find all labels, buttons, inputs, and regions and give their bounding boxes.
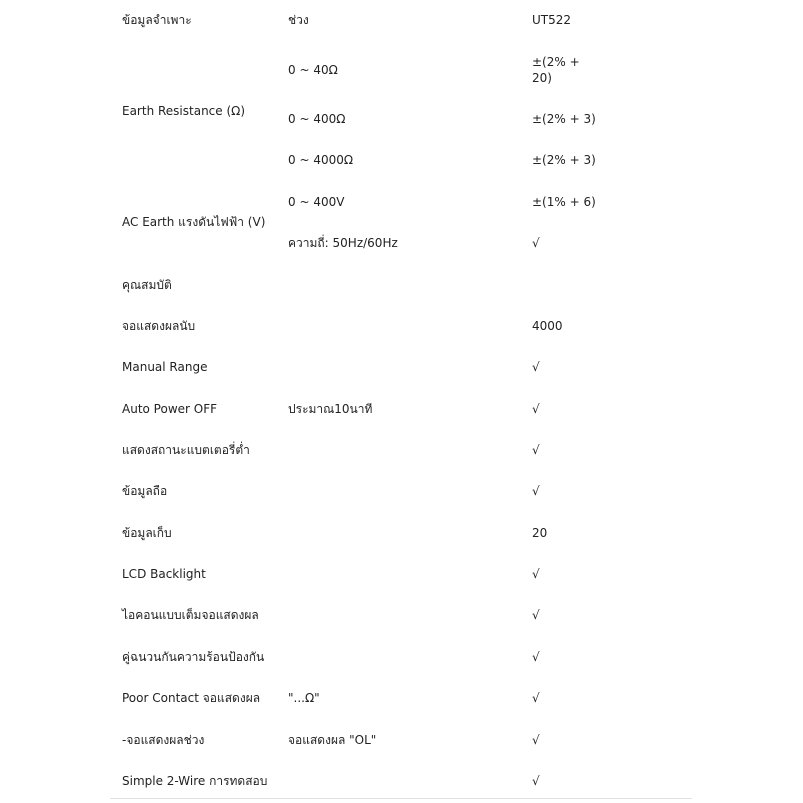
feature-value: √ <box>532 608 540 622</box>
feature-label: ไอคอนแบบเต็มจอแสดงผล <box>122 608 259 622</box>
er-accuracy-2: ±(2% + 3) <box>532 112 596 126</box>
table-bottom-border <box>110 798 692 799</box>
er-accuracy-3: ±(2% + 3) <box>532 153 596 167</box>
er-range-1: 0 ~ 40Ω <box>288 63 338 77</box>
feature-label: Simple 2-Wire การทดสอบ <box>122 774 268 788</box>
earth-resistance-label: Earth Resistance (Ω) <box>122 104 246 118</box>
er-range-3: 0 ~ 4000Ω <box>288 153 354 167</box>
feature-value: √ <box>532 443 540 457</box>
er-accuracy-1a: ±(2% + <box>532 55 580 69</box>
feature-label: แสดงสถานะแบตเตอรี่ต่ำ <box>122 443 250 457</box>
feature-label: คู่ฉนวนกันความร้อนป้องกัน <box>122 650 265 664</box>
feature-value: √ <box>532 774 540 788</box>
feature-label: Poor Contact จอแสดงผล <box>122 691 261 705</box>
feature-value: √ <box>532 733 540 747</box>
feature-value: 4000 <box>532 319 563 333</box>
header-range: ช่วง <box>288 13 309 27</box>
feature-value: √ <box>532 691 540 705</box>
feature-label: จอแสดงผลนับ <box>122 319 196 333</box>
feature-label: Manual Range <box>122 360 208 374</box>
feature-value: √ <box>532 402 540 416</box>
feature-value: 20 <box>532 526 548 540</box>
feature-label: ข้อมูลถือ <box>122 484 168 498</box>
er-accuracy-1b: 20) <box>532 71 552 85</box>
ac-earth-label: AC Earth แรงดันไฟฟ้า (V) <box>122 215 266 229</box>
feature-value: √ <box>532 650 540 664</box>
feature-label: LCD Backlight <box>122 567 206 581</box>
ac-accuracy-1: ±(1% + 6) <box>532 195 596 209</box>
er-range-2: 0 ~ 400Ω <box>288 112 346 126</box>
feature-label: Auto Power OFF <box>122 402 218 416</box>
ac-frequency-check: √ <box>532 236 540 250</box>
ac-range-1: 0 ~ 400V <box>288 195 345 209</box>
header-model: UT522 <box>532 13 572 27</box>
feature-label: ข้อมูลเก็บ <box>122 526 172 540</box>
ac-frequency: ความถี่: 50Hz/60Hz <box>288 236 398 250</box>
feature-value: √ <box>532 484 540 498</box>
features-title: คุณสมบัติ <box>122 278 172 292</box>
feature-value: √ <box>532 360 540 374</box>
feature-detail: จอแสดงผล "OL" <box>288 733 377 747</box>
feature-detail: "...Ω" <box>288 691 320 705</box>
feature-detail: ประมาณ10นาที <box>288 402 373 416</box>
spec-table <box>110 0 692 803</box>
feature-label: -จอแสดงผลช่วง <box>122 733 205 747</box>
feature-value: √ <box>532 567 540 581</box>
header-spec: ข้อมูลจำเพาะ <box>122 13 192 27</box>
